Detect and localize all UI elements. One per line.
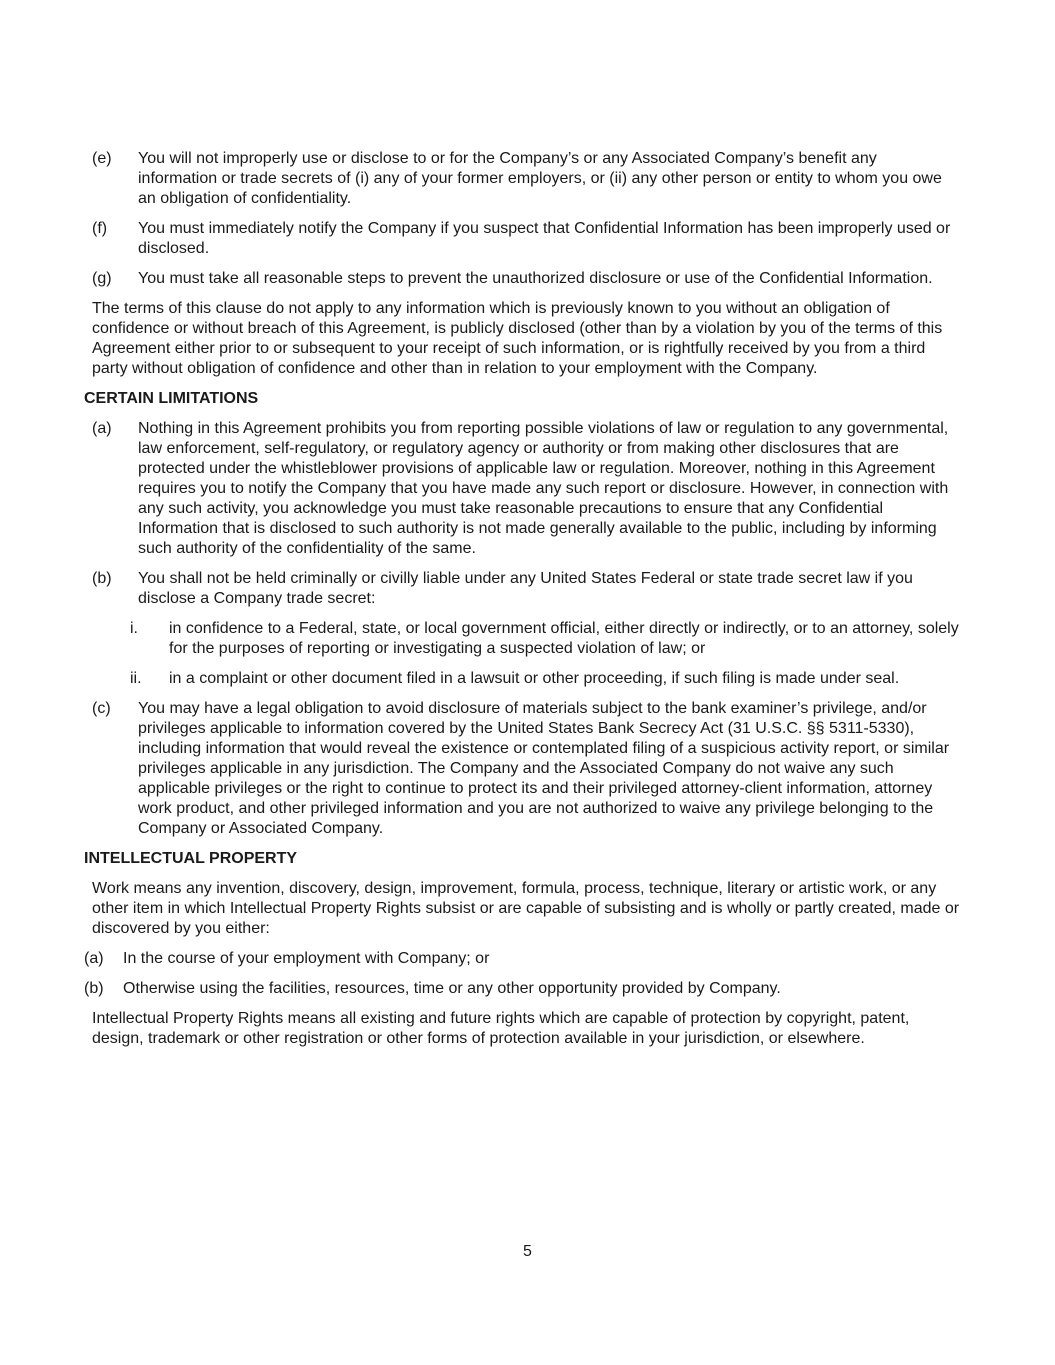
- clause-text: You will not improperly use or disclose to or for the Company’s or any Associated Company’s benefit any information or trade secrets of (i) any of your former employers, or (ii) any other person or entity to whom you owe an obligation of confidentiality.: [138, 150, 942, 207]
- subclause-text: in confidence to a Federal, state, or local government official, either directly or indirectly, or to an attorney, solely for the purposes of reporting or investigating a suspected violation of law; or: [169, 620, 959, 657]
- clause-label: (c): [92, 700, 111, 717]
- document-body: [84, 149, 960, 1059]
- ip-item-a: [84, 949, 960, 969]
- clause-text: Otherwise using the facilities, resources, time or any other opportunity provided by Company.: [123, 980, 781, 997]
- clause-f: [84, 219, 960, 259]
- work-definition: Work means any invention, discovery, design, improvement, formula, process, technique, literary or artistic work, or any other item in which Intellectual Property Rights subsist or are capable of subsisting and is wholly or partly created, made or discovered by you either:: [92, 880, 960, 937]
- clause-text: In the course of your employment with Company; or: [123, 950, 490, 967]
- section-heading-limitations: CERTAIN LIMITATIONS: [84, 390, 259, 407]
- limitation-c: [84, 699, 960, 839]
- clause-label: (a): [84, 950, 104, 967]
- clause-label: (f): [92, 220, 108, 237]
- subclause-label: ii.: [130, 670, 142, 687]
- terms-paragraph: The terms of this clause do not apply to any information which is previously known to you without an obligation of confidence or without breach of this Agreement, is publicly disclosed (other than by a violation by you of the terms of this Agreement either prior to or subsequent to your receipt of such information, or is rightfully received by you from a third party without obligation of confidence and other than in relation to your employment with the Company.: [92, 300, 943, 377]
- page-number: 5: [523, 1243, 532, 1260]
- clause-e: [84, 149, 960, 209]
- subclause-text: in a complaint or other document filed in a lawsuit or other proceeding, if such filing is made under seal.: [169, 670, 900, 687]
- limitation-b: [84, 569, 960, 609]
- clause-g: [84, 269, 960, 289]
- limitation-b-i: [84, 619, 960, 659]
- clause-text: You shall not be held criminally or civilly liable under any United States Federal or state trade secret law if you disclose a Company trade secret:: [138, 570, 913, 607]
- limitation-b-ii: [84, 669, 960, 689]
- clause-label: (a): [92, 420, 112, 437]
- clause-text: Nothing in this Agreement prohibits you from reporting possible violations of law or regulation to any governmental, law enforcement, self-regulatory, or regulatory agency or authority or from making other disclosures that are protected under the whistleblower provisions of applicable law or regulation. Moreover, nothing in this Agreement requires you to notify the Company that you have made any such report or disclosure. However, in connection with any such activity, you acknowledge you must take reasonable precautions to ensure that any Confidential Information that is disclosed to such authority is not made generally available to the public, including by informing such authority of the confidentiality of the same.: [138, 420, 949, 557]
- clause-label: (b): [84, 980, 104, 997]
- ip-rights-definition: Intellectual Property Rights means all existing and future rights which are capable of protection by copyright, patent, design, trademark or other registration or other forms of protection available in your jurisdiction, or elsewhere.: [92, 1010, 910, 1047]
- limitation-a: [84, 419, 960, 559]
- subclause-label: i.: [130, 620, 138, 637]
- clause-label: (e): [92, 150, 112, 167]
- clause-label: (g): [92, 270, 112, 287]
- ip-item-b: [84, 979, 960, 999]
- section-heading-ip: INTELLECTUAL PROPERTY: [84, 850, 298, 867]
- clause-label: (b): [92, 570, 112, 587]
- clause-text: You must immediately notify the Company if you suspect that Confidential Information has been improperly used or disclosed.: [138, 220, 951, 257]
- clause-text: You must take all reasonable steps to prevent the unauthorized disclosure or use of the Confidential Information.: [138, 270, 933, 287]
- clause-text: You may have a legal obligation to avoid disclosure of materials subject to the bank examiner’s privilege, and/or privileges applicable to information covered by the United States Bank Secrecy Act (31 U.S.C. §§ 5311-5330), including information that would reveal the existence or contemplated filing of a suspicious activity report, or similar privileges applicable in any jurisdiction. The Company and the Associated Company do not waive any such applicable privileges or the right to continue to protect its and their privileged attorney-client information, attorney work product, and other privileged information and you are not authorized to waive any privilege belonging to the Company or Associated Company.: [138, 700, 950, 837]
